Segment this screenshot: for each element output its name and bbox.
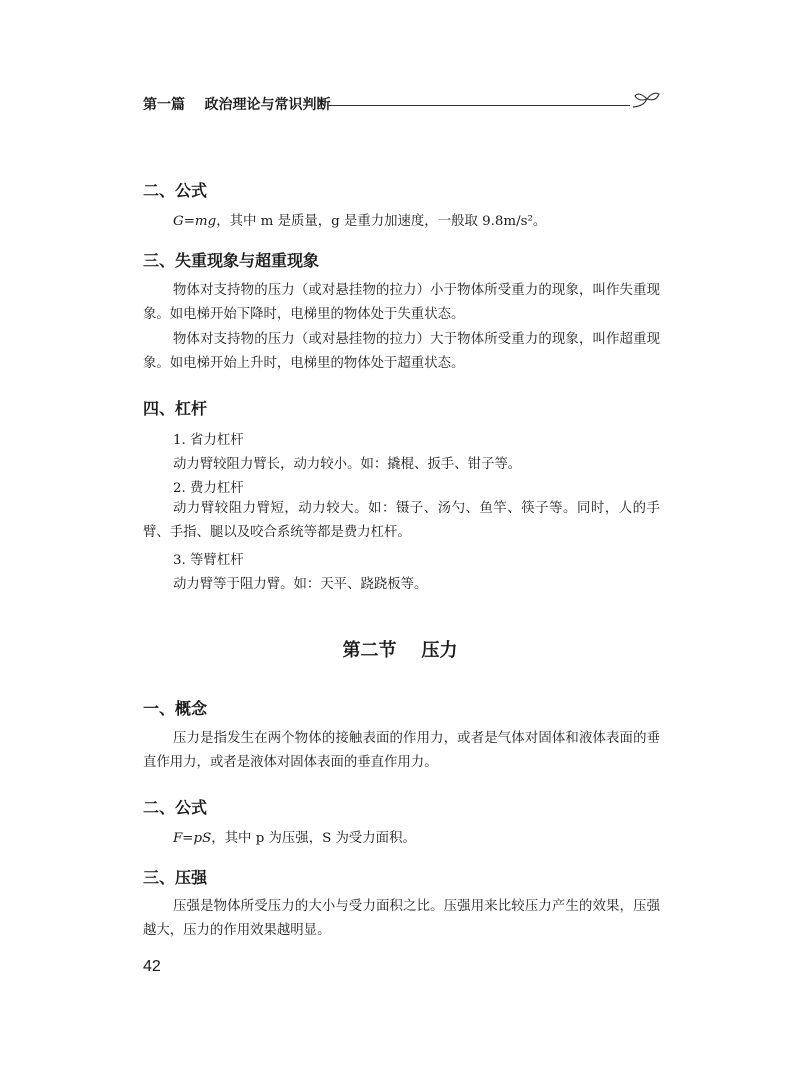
header-rule [328,105,630,106]
header-title: 第一篇 政治理论与常识判断 [143,97,331,113]
section-title: 第二节 压力 [342,640,458,661]
formula-pressure-expression: F=pS [173,831,212,846]
lever-3-text: 动力臂等于阻力臂。如：天平、跷跷板等。 [173,577,428,592]
lever-3-title: 3. 等臂杠杆 [173,553,244,568]
heading-lever: 四、杠杆 [143,399,208,418]
heading-weightlessness: 三、失重现象与超重现象 [143,251,320,270]
formula-gravity [173,210,546,229]
heading-formula: 二、公式 [143,181,208,200]
page-number: 42 [143,958,161,975]
formula-pressure [173,827,416,846]
weightlessness-paragraph: 物体对支持物的压力（或对悬挂物的拉力）小于物体所受重力的现象，叫作失重现象。如电梯开始下降时，电梯里的物体处于失重状态。 [143,283,660,322]
formula-pressure-text: ，其中 p 为压强，S 为受力面积。 [211,831,416,846]
lever-1-text: 动力臂较阻力臂长，动力较小。如：撬棍、扳手、钳子等。 [173,457,522,472]
concept-paragraph: 压力是指发生在两个物体的接触表面的作用力，或者是气体对固体和液体表面的垂直作用力，或者是液体对固体表面的垂直作用力。 [143,731,660,770]
overweight-paragraph: 物体对支持物的压力（或对悬挂物的拉力）大于物体所受重力的现象，叫作超重现象。如电梯开始上升时，电梯里的物体处于超重状态。 [143,332,660,371]
heading-formula-pressure: 二、公式 [143,798,208,817]
formula-gravity-text: ，其中 m 是质量，g 是重力加速度，一般取 9.8m/s²。 [216,214,547,229]
pressure-paragraph: 压强是物体所受压力的大小与受力面积之比。压强用来比较压力产生的效果，压强越大，压力的作用效果越明显。 [143,899,660,938]
lever-2-text: 动力臂较阻力臂短，动力较大。如：镊子、汤勺、鱼竿、筷子等。同时，人的手臂、手指、腿以及咬合系统等都是费力杠杆。 [143,501,660,540]
formula-gravity-expression: G=mg [173,214,217,229]
heading-pressure-intensity: 三、压强 [143,868,208,887]
lever-2-title: 2. 费力杠杆 [173,481,244,496]
sprout-icon [631,92,661,114]
heading-concept: 一、概念 [143,699,208,718]
running-header [143,92,663,116]
lever-1-title: 1. 省力杠杆 [173,433,244,448]
